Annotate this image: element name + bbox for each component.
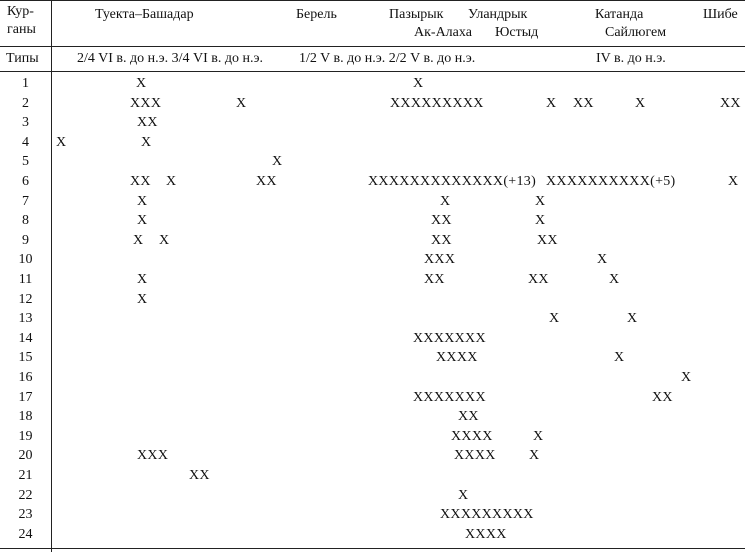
group-ulandryk: Уландрык	[468, 7, 528, 22]
occurrence-mark: XX	[431, 233, 452, 248]
occurrence-mark: XXXXXXXXXX(+5)	[546, 174, 676, 189]
group-berel: Берель	[296, 7, 337, 22]
period-4th-century: IV в. до н.э.	[596, 51, 666, 66]
occurrence-mark: X	[546, 96, 557, 111]
occurrence-mark: XXXX	[454, 448, 496, 463]
group-shibe: Шибе	[703, 7, 738, 22]
occurrence-mark: XXXXXXX	[413, 390, 486, 405]
type-column-divider	[51, 0, 52, 552]
type-number: 14	[18, 331, 33, 346]
group-ak-alakha: Ак-Алаха	[414, 25, 472, 40]
occurrence-mark: XXXX	[436, 350, 478, 365]
occurrence-mark: X	[535, 213, 546, 228]
type-number: 6	[22, 174, 29, 189]
type-number: 1	[22, 76, 29, 91]
occurrence-mark: XXX	[137, 448, 169, 463]
occurrence-mark: XX	[458, 409, 479, 424]
occurrence-mark: XXXX	[465, 527, 507, 542]
group-tuekta-bashadar: Туекта–Башадар	[95, 7, 194, 22]
type-number: 4	[22, 135, 29, 150]
types-label: Типы	[6, 51, 39, 66]
occurrence-mark: XXX	[130, 96, 162, 111]
column-label-line1: Кур-	[7, 4, 34, 19]
group-pazyryk: Пазырык	[389, 7, 444, 22]
occurrence-mark: X	[728, 174, 739, 189]
occurrence-mark: X	[635, 96, 646, 111]
column-label-line2: ганы	[7, 22, 36, 37]
type-number: 11	[18, 272, 33, 287]
occurrence-mark: X	[609, 272, 620, 287]
occurrence-mark: X	[413, 76, 424, 91]
group-sailyugem: Сайлюгем	[605, 25, 667, 40]
header-divider-2	[0, 71, 745, 72]
type-number: 20	[18, 448, 33, 463]
occurrence-mark: XXXXXXXXX	[390, 96, 484, 111]
occurrence-mark: XXXXXXX	[413, 331, 486, 346]
occurrence-mark: X	[549, 311, 560, 326]
type-number: 9	[22, 233, 29, 248]
type-number: 13	[18, 311, 33, 326]
table-bottom-border	[0, 548, 745, 549]
type-number: 10	[18, 252, 33, 267]
occurrence-mark: XX	[424, 272, 445, 287]
occurrence-mark: XXXXXXXXX	[440, 507, 534, 522]
occurrence-mark: X	[133, 233, 144, 248]
occurrence-mark: X	[272, 154, 283, 169]
type-number: 21	[18, 468, 33, 483]
header-divider-1	[0, 46, 745, 47]
occurrence-mark: X	[681, 370, 692, 385]
occurrence-mark: X	[440, 194, 451, 209]
period-6th-century: 2/4 VI в. до н.э. 3/4 VI в. до н.э.	[77, 51, 264, 66]
occurrence-mark: X	[137, 292, 148, 307]
occurrence-mark: X	[627, 311, 638, 326]
occurrence-mark: X	[535, 194, 546, 209]
occurrence-mark: XX	[137, 115, 158, 130]
type-number: 24	[18, 527, 33, 542]
occurrence-mark: X	[137, 213, 148, 228]
occurrence-mark: XX	[573, 96, 594, 111]
occurrence-mark: XX	[652, 390, 673, 405]
occurrence-mark: X	[597, 252, 608, 267]
type-number: 18	[18, 409, 33, 424]
type-number: 15	[18, 350, 33, 365]
occurrence-mark: X	[137, 272, 148, 287]
type-number: 8	[22, 213, 29, 228]
occurrence-mark: XX	[720, 96, 741, 111]
type-number: 17	[18, 390, 33, 405]
occurrence-mark: X	[166, 174, 177, 189]
occurrence-mark: XX	[189, 468, 210, 483]
group-katanda: Катанда	[595, 7, 644, 22]
occurrence-mark: XX	[431, 213, 452, 228]
occurrence-mark: X	[136, 76, 147, 91]
occurrence-mark: XX	[528, 272, 549, 287]
table-top-border	[0, 0, 745, 1]
occurrence-mark: XXXXXXXXXXXXX(+13)	[368, 174, 537, 189]
occurrence-mark: X	[614, 350, 625, 365]
period-5th-century: 1/2 V в. до н.э. 2/2 V в. до н.э.	[299, 51, 476, 66]
occurrence-mark: X	[529, 448, 540, 463]
type-number: 22	[18, 488, 33, 503]
type-number: 3	[22, 115, 29, 130]
type-number: 12	[18, 292, 33, 307]
occurrence-mark: XX	[537, 233, 558, 248]
group-yustyd: Юстыд	[495, 25, 539, 40]
occurrence-mark: XXX	[424, 252, 456, 267]
occurrence-mark: X	[236, 96, 247, 111]
occurrence-mark: XXXX	[451, 429, 493, 444]
occurrence-mark: XX	[130, 174, 151, 189]
type-number: 2	[22, 96, 29, 111]
occurrence-mark: X	[458, 488, 469, 503]
occurrence-mark: X	[533, 429, 544, 444]
type-number: 19	[18, 429, 33, 444]
type-number: 16	[18, 370, 33, 385]
occurrence-mark: X	[141, 135, 152, 150]
occurrence-mark: X	[159, 233, 170, 248]
type-number: 7	[22, 194, 29, 209]
occurrence-mark: XX	[256, 174, 277, 189]
occurrence-mark: X	[56, 135, 67, 150]
type-number: 5	[22, 154, 29, 169]
occurrence-mark: X	[137, 194, 148, 209]
type-number: 23	[18, 507, 33, 522]
